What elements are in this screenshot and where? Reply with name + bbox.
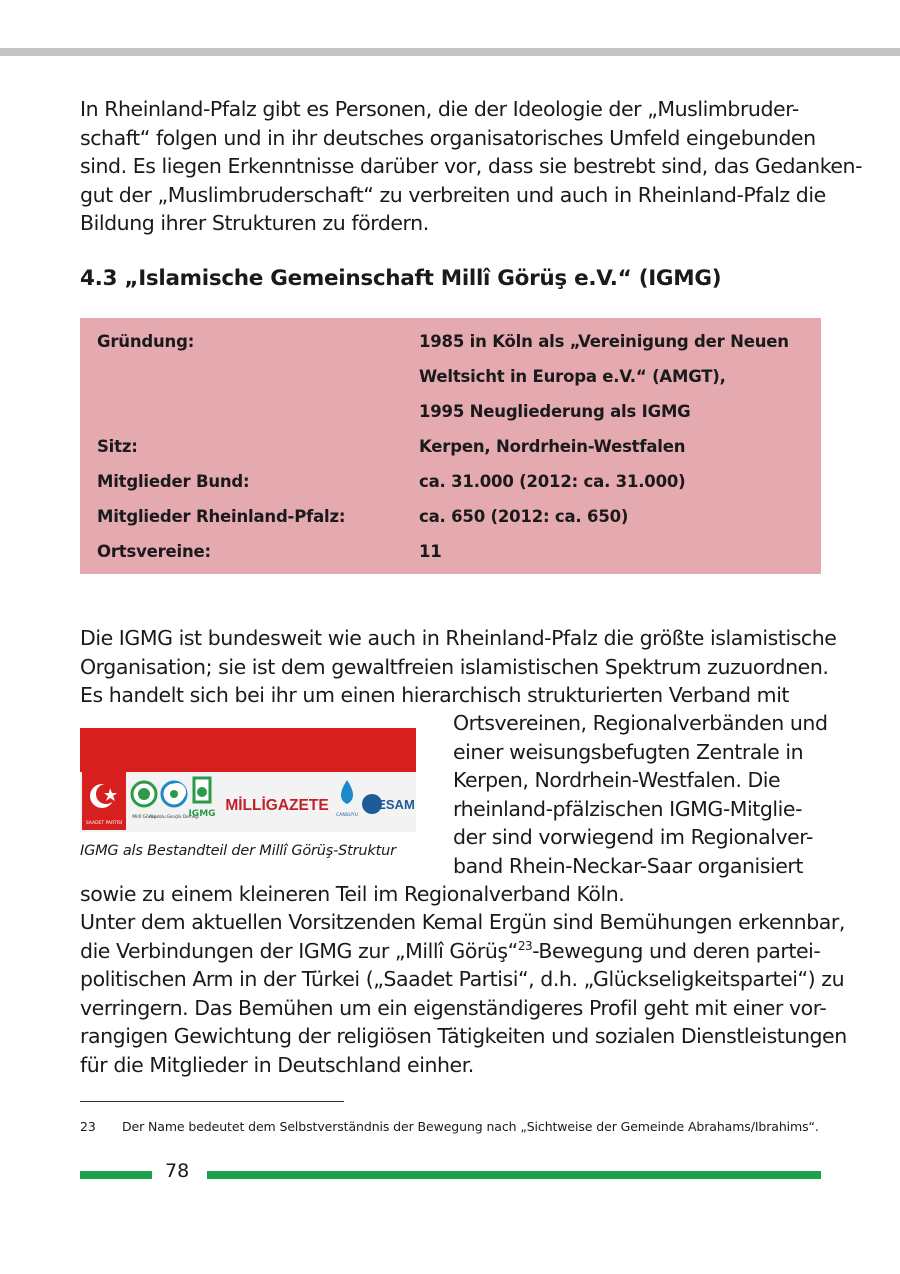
text-fragment: -Bewegung und deren partei- (532, 938, 821, 963)
saadet-party-logo (82, 772, 126, 830)
text-line: Ortsvereinen, Regionalverbänden und (453, 711, 828, 735)
cansuyu-logo (334, 776, 360, 828)
text-line: Bildung ihrer Strukturen zu fördern. (80, 211, 429, 236)
igmg-logo-text: IGMG (188, 809, 216, 819)
igmg-paragraph-top (80, 624, 837, 710)
chairman-paragraph (80, 908, 847, 1080)
text-line: für die Mitglieder in Deutschland einher. (80, 1052, 474, 1077)
esam-logo (360, 788, 416, 820)
youth-logo (149, 774, 199, 830)
igmg-paragraph-bottom (80, 880, 825, 909)
founding-value-line: 1995 Neugliederung als IGMG (419, 402, 691, 421)
esam-logo-text: ESAM (377, 797, 415, 812)
founding-value-line: Weltsicht in Europa e.V.“ (AMGT), (419, 367, 726, 386)
text-line: rangigen Gewichtung der religiösen Tätigkeiten und sozialen Dienstleistungen (80, 1024, 847, 1049)
text-line: politischen Arm in der Türkei („Saadet Partisi“, d.h. „Glückseligkeitspartei“) zu (80, 967, 845, 992)
intro-paragraph (80, 95, 863, 238)
page-number: 78 (165, 1160, 190, 1182)
footnote-number: 23 (80, 1119, 96, 1134)
rlp-members-label: Mitglieder Rheinland-Pfalz: (97, 507, 346, 526)
top-rule (0, 48, 900, 56)
text-line: rheinland-pfälzischen IGMG-Mitglie- (453, 796, 803, 821)
text-line: sind. Es liegen Erkenntnisse darüber vor, dass sie bestrebt sind, das Gedanken- (80, 154, 863, 179)
milligazete-logo-text: MİLLİGAZETE (225, 797, 329, 814)
seat-label: Sitz: (97, 437, 138, 456)
founding-label: Gründung: (97, 332, 195, 351)
text-line: Kerpen, Nordrhein-Westfalen. Die (453, 768, 781, 793)
milligazete-logo (222, 790, 332, 818)
federal-members-value: ca. 31.000 (2012: ca. 31.000) (419, 472, 686, 491)
igmg-paragraph-side (453, 709, 828, 881)
text-line: sowie zu einem kleineren Teil im Regionalverband Köln. (80, 882, 625, 906)
youth-logo-text: Anadolu Gençlik Derneği (149, 814, 199, 819)
saadet-logo-text: SAADET PARTİSİ (85, 821, 123, 826)
text-line: schaft“ folgen und in ihr deutsches organisatorisches Umfeld eingebunden (80, 125, 816, 150)
footer-bar-left (80, 1171, 152, 1179)
milli-gorus-logo (130, 774, 158, 830)
founding-value-line: 1985 in Köln als „Vereinigung der Neuen (419, 332, 789, 351)
text-line: Es handelt sich bei ihr um einen hierarchisch strukturierten Verband mit (80, 683, 790, 708)
text-line: Unter dem aktuellen Vorsitzenden Kemal Ergün sind Bemühungen erkennbar, (80, 910, 845, 934)
text-line: Organisation; sie ist dem gewaltfreien islamistischen Spektrum zuzuordnen. (80, 654, 829, 679)
local-associations-value: 11 (419, 542, 442, 561)
text-line: Die IGMG ist bundesweit wie auch in Rheinland-Pfalz die größte islamistische (80, 626, 837, 650)
text-line: der sind vorwiegend im Regionalver- (453, 825, 813, 850)
rlp-members-value: ca. 650 (2012: ca. 650) (419, 507, 629, 526)
text-line (80, 937, 825, 966)
text-line: einer weisungsbefugten Zentrale in (453, 739, 804, 764)
text-line: verringern. Das Bemühen um ein eigenständigeres Profil geht mit einer vor- (80, 995, 827, 1020)
milli-gorus-logo-text: Millî Görüş (132, 815, 156, 820)
section-heading: 4.3 „Islamische Gemeinschaft Millî Görüş e.V.“ (IGMG) (80, 266, 722, 291)
figure-red-band (80, 728, 416, 772)
igmg-logo (189, 772, 215, 830)
seat-value: Kerpen, Nordrhein-Westfalen (419, 437, 686, 456)
logo-figure (80, 728, 416, 832)
footer-bar-right (207, 1171, 821, 1179)
text-line: gut der „Muslimbruderschaft“ zu verbreiten und auch in Rheinland-Pfalz die (80, 182, 826, 207)
cansuyu-logo-text: CANSUYU (336, 813, 358, 818)
federal-members-label: Mitglieder Bund: (97, 472, 250, 491)
text-line: In Rheinland-Pfalz gibt es Personen, die der Ideologie der „Muslimbruder- (80, 97, 799, 121)
figure-caption: IGMG als Bestandteil der Millî Görüş-Struktur (80, 843, 396, 859)
text-fragment: die Verbindungen der IGMG zur „Millî Görüş“ (80, 938, 518, 963)
fact-box (80, 318, 821, 574)
text-line: band Rhein-Neckar-Saar organisiert (453, 853, 803, 878)
local-associations-label: Ortsvereine: (97, 542, 211, 561)
footnote-text: Der Name bedeutet dem Selbstverständnis der Bewegung nach „Sichtweise der Gemeinde Abrahams/Ibrahims“. (122, 1119, 819, 1134)
footnote-divider (80, 1101, 344, 1102)
footnote-reference[interactable]: 23 (517, 938, 533, 953)
